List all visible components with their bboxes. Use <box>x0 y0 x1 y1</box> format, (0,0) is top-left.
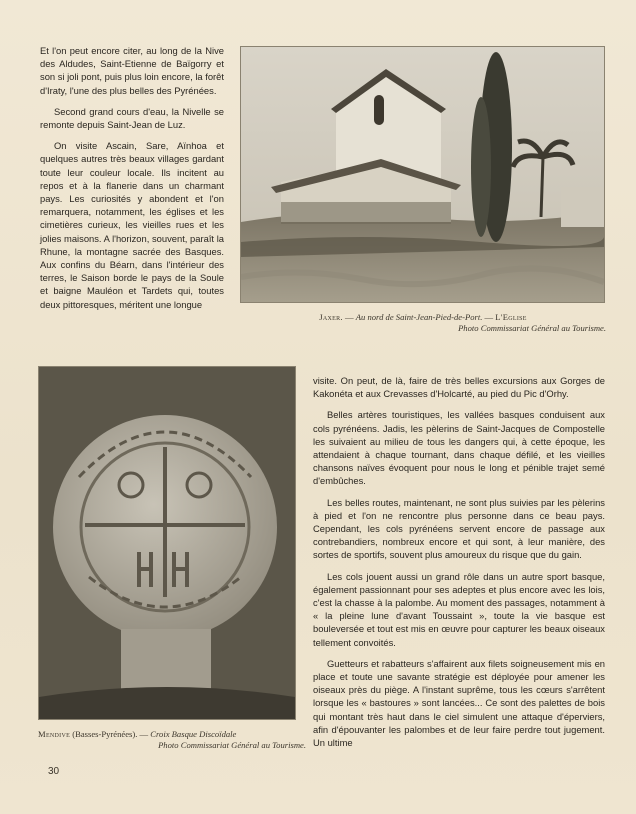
caption-dash: — <box>342 312 356 322</box>
paragraph: On visite Ascain, Sare, Aïnhoa et quelques autres très beaux villages gardant toute leur couleur locale. Ils incitent au repos et à la flanerie dans un charmant pays. Les curiosités y abondent et l'on remarquera, notamment, les églises et les cimetières curieux, les vieilles rues et les jolies maisons. A l'horizon, souvent, paraît la Rhune, la montagne sacrée des Basques. Aux confins du Béarn, dans l'intérieur des terres, le Saison borde le pays de la Soule et baigne Mauléon et Tardets qui, toutes deux pittoresques, méritent une longue <box>40 140 224 310</box>
basque-cross-photo-image <box>39 367 295 719</box>
church-photo-caption <box>240 312 606 334</box>
church-photo-image <box>241 47 604 302</box>
paragraph: Second grand cours d'eau, la Nivelle se remonte depuis Saint-Jean de Luz. <box>40 105 224 131</box>
church-photo <box>240 46 605 303</box>
cross-photo-caption <box>38 729 306 751</box>
caption-dash: — <box>482 312 496 322</box>
caption-description: Au nord de Saint-Jean-Pied-de-Port. <box>355 312 483 322</box>
paragraph: visite. On peut, de là, faire de très belles excursions aux Gorges de Kakonéta et aux Crevasses d'Holcarté, au pied du Pic d'Orhy. <box>313 375 605 400</box>
basque-cross-photo <box>38 366 296 720</box>
paragraph: Guetteurs et rabatteurs s'affairent aux filets soigneusement mis en place et toute une savante stratégie est déployée pour amener les oiseaux près du piège. A l'instant suprême, tous les cœurs s'arrêtent lorsque les « bastoures » sont lancées... Ce sont des palettes de bois qui montant très haut dans le ciel simulent une attaque d'éperviers, afin d'épouvanter les palombes et de leur faire perdre tout jugement. Un ultime <box>313 657 605 749</box>
caption-subject: L'Eglise <box>495 312 527 322</box>
caption-place: Jaxer. <box>319 312 343 322</box>
caption-place: Mendive <box>38 729 71 739</box>
caption-dash: — <box>137 729 151 739</box>
text-column-top-left <box>40 44 224 319</box>
paragraph: Les belles routes, maintenant, ne sont plus suivies par les pèlerins à pied et l'on ne rencontre plus personne dans ce beau pays. Cependant, les cols pyrénéens servent encore de passage aux contrebandiers, nombreux encore et qui sont, à leur manière, des sortes de sportifs, souvent plus amoureux du risque que du gain. <box>313 496 605 561</box>
caption-credit: Photo Commissariat Général au Tourisme. <box>458 323 606 333</box>
paragraph: Les cols jouent aussi un grand rôle dans un autre sport basque, également passionnant pour ses adeptes et plus encore avec les lois, c'est la chasse à la palombe. Au moment des passages, notamment à « la pleine lune d'avant Toussaint », toute la vie basque est bouleversée et tout est mis en œuvre pour capturer les beaux oiseaux tellement convoités. <box>313 570 605 648</box>
caption-subject: Croix Basque Discoïdale <box>150 729 237 739</box>
text-column-bottom-right <box>313 374 605 757</box>
page-number: 30 <box>48 766 60 777</box>
caption-credit: Photo Commissariat Général au Tourisme. <box>158 740 306 750</box>
paragraph: Belles artères touristiques, les vallées basques conduisent aux cols pyrénéens. Jadis, les pèlerins de Saint-Jacques de Compostelle les suivaient au milieu de tous les dangers qui, à cette époque, les attendaient à chaque tournant, dans chaque défilé, et les vieilles chansons naïves évoquent pour nous le long et pénible trajet semé d'embûches. <box>313 409 605 487</box>
caption-region: (Basses-Pyrénées). <box>70 729 138 739</box>
paragraph: Et l'on peut encore citer, au long de la Nive des Aldudes, Saint-Etienne de Baïgorry et son si joli pont, puis plus loin encore, la forêt d'Iraty, l'une des plus belles des Pyrénées. <box>40 45 224 96</box>
